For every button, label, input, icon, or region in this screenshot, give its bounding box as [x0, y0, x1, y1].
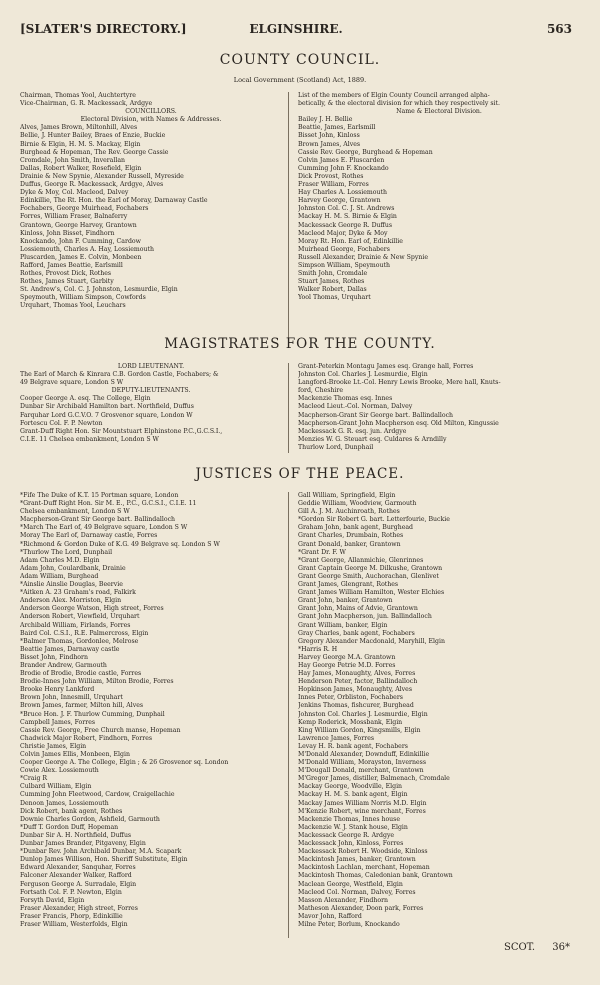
- entry-line: Forsyth David, Elgin: [20, 896, 85, 904]
- entry-line: Beattie, James, Earlsmill: [298, 124, 376, 132]
- entry-line: Dick Robert, bank agent, Rothes: [20, 807, 123, 815]
- entry-line: Cumming John Fleetwood, Cardow, Craigellachie: [20, 791, 175, 799]
- county-council-title: COUNTY COUNCIL.: [219, 52, 381, 68]
- entry-line: Brooke Henry Lankford: [20, 686, 95, 694]
- entry-line: betically, & the electoral division for which they respectively sit.: [298, 100, 500, 108]
- entry-line: Matheson Alexander, Doon park, Forres: [298, 904, 424, 912]
- council-left-column: [20, 92, 282, 311]
- entry-line: Dick Provost, Rothes: [298, 172, 364, 180]
- entry-line: M'Donald Alexander, Downduff, Edinkillie: [298, 751, 430, 758]
- entry-line: Grant James William Hamilton, Wester Elchies: [298, 589, 445, 597]
- entry-line: Macpherson-Grant John Macpherson esq. Old Milton, Kingussie: [298, 419, 499, 427]
- entry-line: Mackessack G. R. esq. jun. Ardgye: [298, 427, 407, 435]
- page-header: [20, 22, 572, 38]
- magistrates-right-column: [298, 363, 580, 452]
- entry-line: Christie James, Elgin: [20, 742, 87, 750]
- entry-line: Innes Peter, Orbliston, Fochabers: [298, 694, 403, 702]
- entry-line: Masson Alexander, Findhorn: [298, 896, 389, 904]
- entry-line: Adam William, Burghead: [20, 572, 99, 580]
- entry-line: Mackay James William Norris M.D. Elgin: [298, 799, 427, 807]
- entry-line: Dyke & Moy, Col. Macleod, Dalvey: [20, 189, 129, 197]
- entry-line: List of the members of Elgin County Council arranged alpha-: [298, 92, 490, 99]
- entry-line: Fortescu Col. F. P. Newton: [20, 419, 103, 427]
- justices-right-column: [298, 492, 580, 929]
- council-right-column: [298, 92, 580, 302]
- entry-line: Lawrence James, Forres: [298, 734, 375, 742]
- entry-line: Gray Charles, bank agent, Fochabers: [298, 629, 415, 637]
- entry-line: Fortsath Col. F. P. Newton, Elgin: [20, 888, 122, 896]
- page-number: 563: [546, 22, 572, 36]
- entry-line: Moray The Earl of, Darnaway castle, Forres: [20, 532, 158, 540]
- footer-section: SCOT.: [503, 942, 536, 953]
- entry-line: Cromdale, John Smith, Inverallan: [20, 156, 126, 164]
- entry-line: Johnston Col. Charles J. Lesmurdie, Elgin: [298, 371, 428, 379]
- entry-line: *March The Earl of, 49 Belgrave square, London S W: [20, 524, 188, 532]
- entry-line: Johnston Col. C. J. St. Andrews: [298, 205, 395, 213]
- entry-line: Macleod Col. Norman, Dalvey, Forres: [298, 888, 416, 896]
- entry-line: *Thurlow The Lord, Dunphail: [20, 548, 113, 556]
- entry-line: Anderson Robert, Viewfield, Urquhart: [20, 613, 140, 621]
- entry-line: Bailey J. H. Bellie: [298, 116, 353, 124]
- entry-line: Vice-Chairman, G. R. Mackessack, Ardgye: [20, 100, 153, 108]
- entry-line: Mackenzie Thomas, Innes house: [298, 815, 401, 823]
- entry-line: *Fife The Duke of K.T. 15 Portman square, London: [20, 492, 179, 499]
- entry-line: Farquhar Lord G.C.V.O. 7 Grosvenor square, London W: [20, 411, 193, 419]
- entry-line: Grant Captain George M. Dilkushe, Grantown: [298, 564, 443, 572]
- entry-line: Mackintosh James, banker, Grantown: [298, 856, 416, 864]
- entry-line: Bisset John, Findhorn: [20, 653, 88, 661]
- entry-line: Moray Rt. Hon. Earl of, Edinkillie: [298, 237, 403, 245]
- entry-line: ford, Cheshire: [298, 387, 344, 395]
- directory-name: [SLATER'S DIRECTORY.]: [20, 22, 187, 36]
- entry-line: Smith John, Cromdale: [298, 270, 368, 278]
- entry-line: Mackenzie W. J. Stank house, Elgin: [298, 823, 408, 831]
- entry-line: M'Dougall Donald, merchant, Grantown: [298, 767, 424, 775]
- entry-line: Dunlop James Willison, Hon. Sheriff Substitute, Elgin: [20, 856, 188, 864]
- entry-line: Fraser Alexander, High street, Forres: [20, 904, 138, 912]
- entry-line: Mavor John, Rafford: [298, 912, 362, 920]
- entry-line: *Bruce Hon. J. F. Thurlow Cumming, Dunphail: [20, 710, 165, 718]
- justices-title: JUSTICES OF THE PEACE.: [195, 466, 405, 482]
- entry-line: *Grant-Duff Right Hon. Sir M. E., P.C., G.C.S.I., C.I.E. 11: [20, 500, 197, 508]
- entry-line: Macpherson-Grant Sir George bart. Ballindalloch: [20, 516, 176, 524]
- entry-line: M'Kenzie Robert, wine merchant, Forres: [298, 807, 426, 815]
- entry-line: LORD LIEUTENANT.: [117, 363, 185, 370]
- entry-line: Grant Donald, banker, Grantown: [298, 540, 401, 548]
- entry-line: Cooper George A. The College, Elgin ; & 26 Grosvenor sq. London: [20, 759, 229, 767]
- entry-line: Grant Charles, Drumbain, Rothes: [298, 532, 404, 540]
- entry-line: Rothes, James Stuart, Garbity: [20, 278, 114, 286]
- entry-line: *Gordon Sir Robert G. bart. Letterfourie, Buckie: [298, 516, 450, 524]
- entry-line: The Earl of March & Kinrara C.B. Gordon Castle, Fochabers; &: [20, 371, 219, 379]
- entry-line: Rafford, James Beattie, Earlsmill: [20, 261, 123, 269]
- entry-line: Baird Col. C.S.I., R.E. Palmercross, Elgin: [20, 629, 149, 637]
- entry-line: Ferguson George A. Surradale, Elgin: [20, 880, 137, 888]
- entry-line: Gall William, Springfield, Elgin: [298, 492, 396, 499]
- entry-line: Anderson Alex. Morriston, Elgin: [20, 597, 122, 605]
- entry-line: Brodie of Brodie, Brodie castle, Forres: [20, 670, 142, 678]
- entry-line: Cowie Alex. Lossiemouth: [20, 767, 99, 775]
- entry-line: Hopkinson James, Monaughty, Alves: [298, 686, 412, 694]
- entry-line: Pluscarden, James E. Colvin, Monbeen: [20, 253, 142, 261]
- entry-line: Knockando, John F. Cumming, Cardow: [20, 237, 141, 245]
- column-divider: [288, 492, 289, 938]
- entry-line: Denoon James, Lossiemouth: [20, 799, 109, 807]
- entry-line: Falconer Alexander Walker, Rafford: [20, 872, 132, 880]
- entry-line: *Aitken A. 23 Graham's road, Falkirk: [20, 589, 136, 597]
- entry-line: Brown John, Innesmill, Urquhart: [20, 694, 123, 702]
- entry-line: Cooper George A. esq. The College, Elgin: [20, 395, 151, 403]
- entry-line: Gill A. J. M. Auchinroath, Rothes: [298, 508, 400, 516]
- entry-line: Walker Robert, Dallas: [298, 286, 367, 294]
- entry-line: Fraser William, Forres: [298, 181, 369, 189]
- entry-line: Cumming John F. Knockando: [298, 164, 389, 172]
- entry-line: *Duff T. Gordon Duff, Hopeman: [20, 823, 119, 831]
- entry-line: Hay George Petrie M.D. Forres: [298, 661, 396, 669]
- entry-line: Rothes, Provost Dick, Rothes: [20, 270, 112, 278]
- entry-line: Stuart James, Rothes: [298, 278, 365, 286]
- entry-line: Fraser William, Westerfolds, Elgin: [20, 920, 128, 928]
- entry-line: 49 Belgrave square, London S W: [20, 379, 124, 387]
- entry-line: C.I.E. 11 Chelsea embankment, London S W: [20, 435, 159, 443]
- entry-line: Brodie-Innes John William, Milton Brodie, Forres: [20, 678, 174, 686]
- entry-line: Kemp Roderick, Mossbank, Elgin: [298, 718, 403, 726]
- entry-line: Name & Electoral Division.: [396, 108, 482, 116]
- entry-line: Macpherson-Grant Sir George bart. Ballindalloch: [298, 411, 454, 419]
- entry-line: Henderson Peter, factor, Ballindalloch: [298, 678, 418, 686]
- entry-line: Thurlow Lord, Dunphail: [298, 443, 374, 451]
- entry-line: COUNCILLORS.: [125, 108, 177, 116]
- entry-line: Dunbar Sir A. H. Northfield, Duffus: [20, 831, 132, 839]
- entry-line: Levay H. R. bank agent, Fochabers: [298, 742, 408, 750]
- entry-line: Maclean George, Westfield, Elgin: [298, 880, 403, 888]
- entry-line: Mackessack Robert H. Woodside, Kinloss: [298, 848, 428, 856]
- entry-line: Langford-Brooke Lt.-Col. Henry Lewis Brooke, Mere hall, Knuts-: [298, 379, 501, 387]
- entry-line: Mackintosh Thomas, Caledonian bank, Grantown: [298, 872, 453, 880]
- entry-line: Campbell James, Forres: [20, 718, 96, 726]
- entry-line: Birnie & Elgin, H. M. S. Mackay, Elgin: [20, 140, 141, 148]
- entry-line: *Balmer Thomas, Gordonlee, Melrose: [20, 637, 139, 645]
- entry-line: Mackessack George R. Ardgye: [298, 831, 395, 839]
- entry-line: *Craig R: [20, 775, 48, 783]
- entry-line: Colvin James E. Pluscarden: [298, 156, 385, 164]
- entry-line: Bellie, J. Hunter Bailey, Braes of Enzie, Buckie: [20, 132, 166, 140]
- entry-line: Kinloss, John Bisset, Findhorn: [20, 229, 115, 237]
- entry-line: Urquhart, Thomas Yool, Leuchars: [20, 302, 126, 310]
- entry-line: Burghead & Hopeman, The Rev. George Cassie: [20, 148, 169, 156]
- entry-line: Brown James, farmer, Milton hill, Alves: [20, 702, 144, 710]
- entry-line: Grant John, Mains of Advie, Grantown: [298, 605, 418, 613]
- entry-line: *Richmond & Gordon Duke of K.G. 49 Belgrave sq. London S W: [20, 540, 220, 548]
- entry-line: Brander Andrew, Garmouth: [20, 661, 107, 669]
- entry-line: Adam Charles M.D. Elgin: [20, 556, 100, 564]
- entry-line: Drainie & New Spynie, Alexander Russell, Myreside: [20, 172, 184, 180]
- entry-line: Fraser Francis, Phorp, Edinkillie: [20, 912, 123, 920]
- entry-line: Edward Alexander, Sanquhar, Forres: [20, 864, 136, 872]
- entry-line: Harvey George, Grantown: [298, 197, 381, 205]
- entry-line: Downie Charles Gordon, Ashfield, Garmouth: [20, 815, 160, 823]
- entry-line: Adam John, Coulardbank, Drainie: [20, 564, 126, 572]
- entry-line: Yool Thomas, Urquhart: [298, 294, 371, 302]
- entry-line: Simpson William, Speymouth: [298, 261, 390, 269]
- entry-line: Grant George Smith, Auchorachan, Glenlivet: [298, 572, 439, 580]
- justices-left-column: [20, 492, 282, 929]
- entry-line: Electoral Division, with Names & Addresses.: [80, 116, 222, 124]
- entry-line: Harvey George M.A. Grantown: [298, 653, 396, 661]
- magistrates-left-column: [20, 363, 282, 444]
- entry-line: Culbard William, Elgin: [20, 783, 92, 791]
- entry-line: Grantown, George Harvey, Grantown: [20, 221, 137, 229]
- entry-line: Alves, James Brown, Miltonhill, Alves: [20, 124, 138, 132]
- entry-line: Hay James, Monaughty, Alves, Forres: [298, 670, 416, 678]
- entry-line: Dallas, Robert Walker, Rosefield, Elgin: [20, 164, 142, 172]
- entry-line: DEPUTY-LIEUTENANTS.: [111, 387, 191, 395]
- entry-line: *Grant Dr. F. W: [298, 548, 346, 556]
- entry-line: Mackessack John, Kinloss, Forres: [298, 840, 404, 848]
- entry-line: Grant John Macpherson, jun. Ballindalloch: [298, 613, 432, 621]
- entry-line: Mackintosh Lachlan, merchant, Hopeman: [298, 864, 430, 872]
- entry-line: Russell Alexander, Drainie & New Spynie: [298, 253, 428, 261]
- entry-line: Grant-Peterkin Montagu James esq. Grange hall, Forres: [298, 363, 474, 370]
- entry-line: Speymouth, William Simpson, Cowfords: [20, 294, 146, 302]
- entry-line: Beattie James, Darnaway castle: [20, 645, 120, 653]
- entry-line: Cassie Rev. George, Free Church manse, Hopeman: [20, 726, 181, 734]
- entry-line: Dunbar Sir Archibald Hamilton bart. Northfield, Duffus: [20, 403, 194, 411]
- page-footer: [490, 942, 570, 953]
- entry-line: Bisset John, Kinloss: [298, 132, 360, 140]
- entry-line: Colvin James Ellis, Monbeen, Elgin: [20, 751, 130, 758]
- entry-line: *Ainslie Ainslie Douglas, Beervie: [20, 581, 123, 589]
- entry-line: Edinkillie, The Rt. Hon. the Earl of Moray, Darnaway Castle: [20, 197, 208, 205]
- entry-line: Lossiemouth, Charles A. Hay, Lossiemouth: [20, 245, 154, 253]
- entry-line: Dunbar James Brander, Pitgaveny, Elgin: [20, 840, 146, 848]
- entry-line: Grant James, Glengrant, Rothes: [298, 581, 399, 589]
- entry-line: Mackay H. M. S. Birnie & Elgin: [298, 213, 397, 221]
- entry-line: Geddie William, Woodview, Garmouth: [298, 500, 417, 508]
- entry-line: Forres, William Fraser, Balnaferry: [20, 213, 128, 221]
- entry-line: Cassie Rev. George, Burghead & Hopeman: [298, 148, 433, 156]
- entry-line: Milne Peter, Borlum, Knockando: [298, 920, 400, 928]
- footer-sheet: 36*: [552, 942, 570, 953]
- entry-line: Graham John, bank agent, Burghead: [298, 524, 414, 532]
- entry-line: Chelsea embankment, London S W: [20, 508, 130, 516]
- entry-line: Mackenzie Thomas esq. Innes: [298, 395, 393, 403]
- entry-line: Macleod Lieut.-Col. Norman, Dalvey: [298, 403, 413, 411]
- entry-line: Mackessack George R. Duffus: [298, 221, 393, 229]
- entry-line: Macleod Major, Dyke & Moy: [298, 229, 388, 237]
- county-heading: ELGINSHIRE.: [249, 22, 343, 36]
- entry-line: M'Gregor James, distiller, Balmenach, Cromdale: [298, 775, 450, 783]
- entry-line: St. Andrew's, Col. C. J. Johnston, Lesmurdie, Elgin: [20, 286, 178, 294]
- entry-line: Chairman, Thomas Yool, Auchtertyre: [20, 92, 136, 99]
- entry-line: Anderson George Watson, High street, Forres: [20, 605, 164, 613]
- entry-line: Muirhead George, Fochabers: [298, 245, 390, 253]
- entry-line: Johnston Col. Charles J. Lesmurdie, Elgin: [298, 710, 428, 718]
- entry-line: King William Gordon, Kingsmills, Elgin: [298, 726, 421, 734]
- entry-line: Jenkins Thomas, fishcurer, Burghead: [298, 702, 414, 710]
- entry-line: Brown James, Alves: [298, 140, 361, 148]
- entry-line: M'Donald William, Morayston, Inverness: [298, 759, 427, 767]
- entry-line: *Grant George, Allanmichie, Glenrinnes: [298, 556, 424, 564]
- entry-line: Chadwick Major Robert, Findhorn, Forres: [20, 734, 153, 742]
- entry-line: Hay Charles A. Lossiemouth: [298, 189, 387, 197]
- entry-line: Gregory Alexander Macdonald, Maryhill, Elgin: [298, 637, 445, 645]
- entry-line: Fochabers, George Muirhead, Fochabers: [20, 205, 149, 213]
- entry-line: Duffus, George R. Mackessack, Ardgye, Alves: [20, 181, 164, 189]
- entry-line: Grant John, banker, Grantown: [298, 597, 393, 605]
- entry-line: Mackay George, Woodville, Elgin: [298, 783, 403, 791]
- magistrates-title: MAGISTRATES FOR THE COUNTY.: [164, 336, 436, 352]
- entry-line: Mackay H. M. S. bank agent, Elgin: [298, 791, 408, 799]
- entry-line: Menzies W. G. Steuart esq. Culdares & Arndilly: [298, 435, 447, 443]
- column-divider: [288, 363, 289, 453]
- column-divider: [288, 92, 289, 344]
- entry-line: *Harris R. H: [298, 645, 338, 653]
- entry-line: *Dunbar Rev. John Archibald Dunbar, M.A. Scapark: [20, 848, 182, 856]
- entry-line: Grant William, banker, Elgin: [298, 621, 388, 629]
- council-act: Local Government (Scotland) Act, 1889.: [233, 76, 367, 84]
- entry-line: Grant-Duff Right Hon. Sir Mountstuart Elphinstone P.C.,G.C.S.I.,: [20, 427, 223, 435]
- entry-line: Archibald William, Firlands, Forres: [20, 621, 131, 629]
